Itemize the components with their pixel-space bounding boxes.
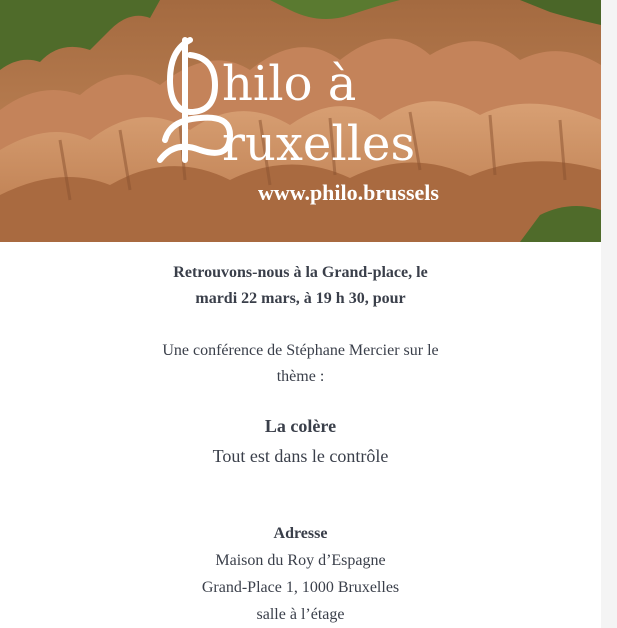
address-heading: Adresse bbox=[273, 525, 328, 542]
intro-line1: Retrouvons-nous à la Grand-place, le bbox=[173, 264, 428, 281]
logo-line1: hilo à bbox=[222, 56, 357, 112]
talk-subtitle: Tout est dans le contrôle bbox=[212, 446, 389, 466]
logo-line2: ruxelles bbox=[222, 116, 416, 172]
talk-title: La colère bbox=[264, 416, 337, 436]
scrollbar-gutter[interactable] bbox=[601, 0, 617, 628]
conference-line2: thème : bbox=[276, 368, 325, 385]
address-line-room: salle à l’étage bbox=[256, 606, 345, 623]
header-banner bbox=[0, 0, 601, 242]
logo-url[interactable]: www.philo.brussels bbox=[258, 180, 439, 205]
intro-line2: mardi 22 mars, à 19 h 30, pour bbox=[195, 290, 406, 307]
intro-text bbox=[0, 260, 601, 312]
address-line-street: Grand-Place 1, 1000 Bruxelles bbox=[201, 579, 400, 596]
conference-text bbox=[0, 338, 601, 390]
invitation-content bbox=[0, 242, 601, 628]
conference-line1: Une conférence de Stéphane Mercier sur le bbox=[162, 342, 439, 359]
banner-image bbox=[0, 0, 601, 242]
address-line-venue: Maison du Roy d’Espagne bbox=[215, 552, 386, 569]
